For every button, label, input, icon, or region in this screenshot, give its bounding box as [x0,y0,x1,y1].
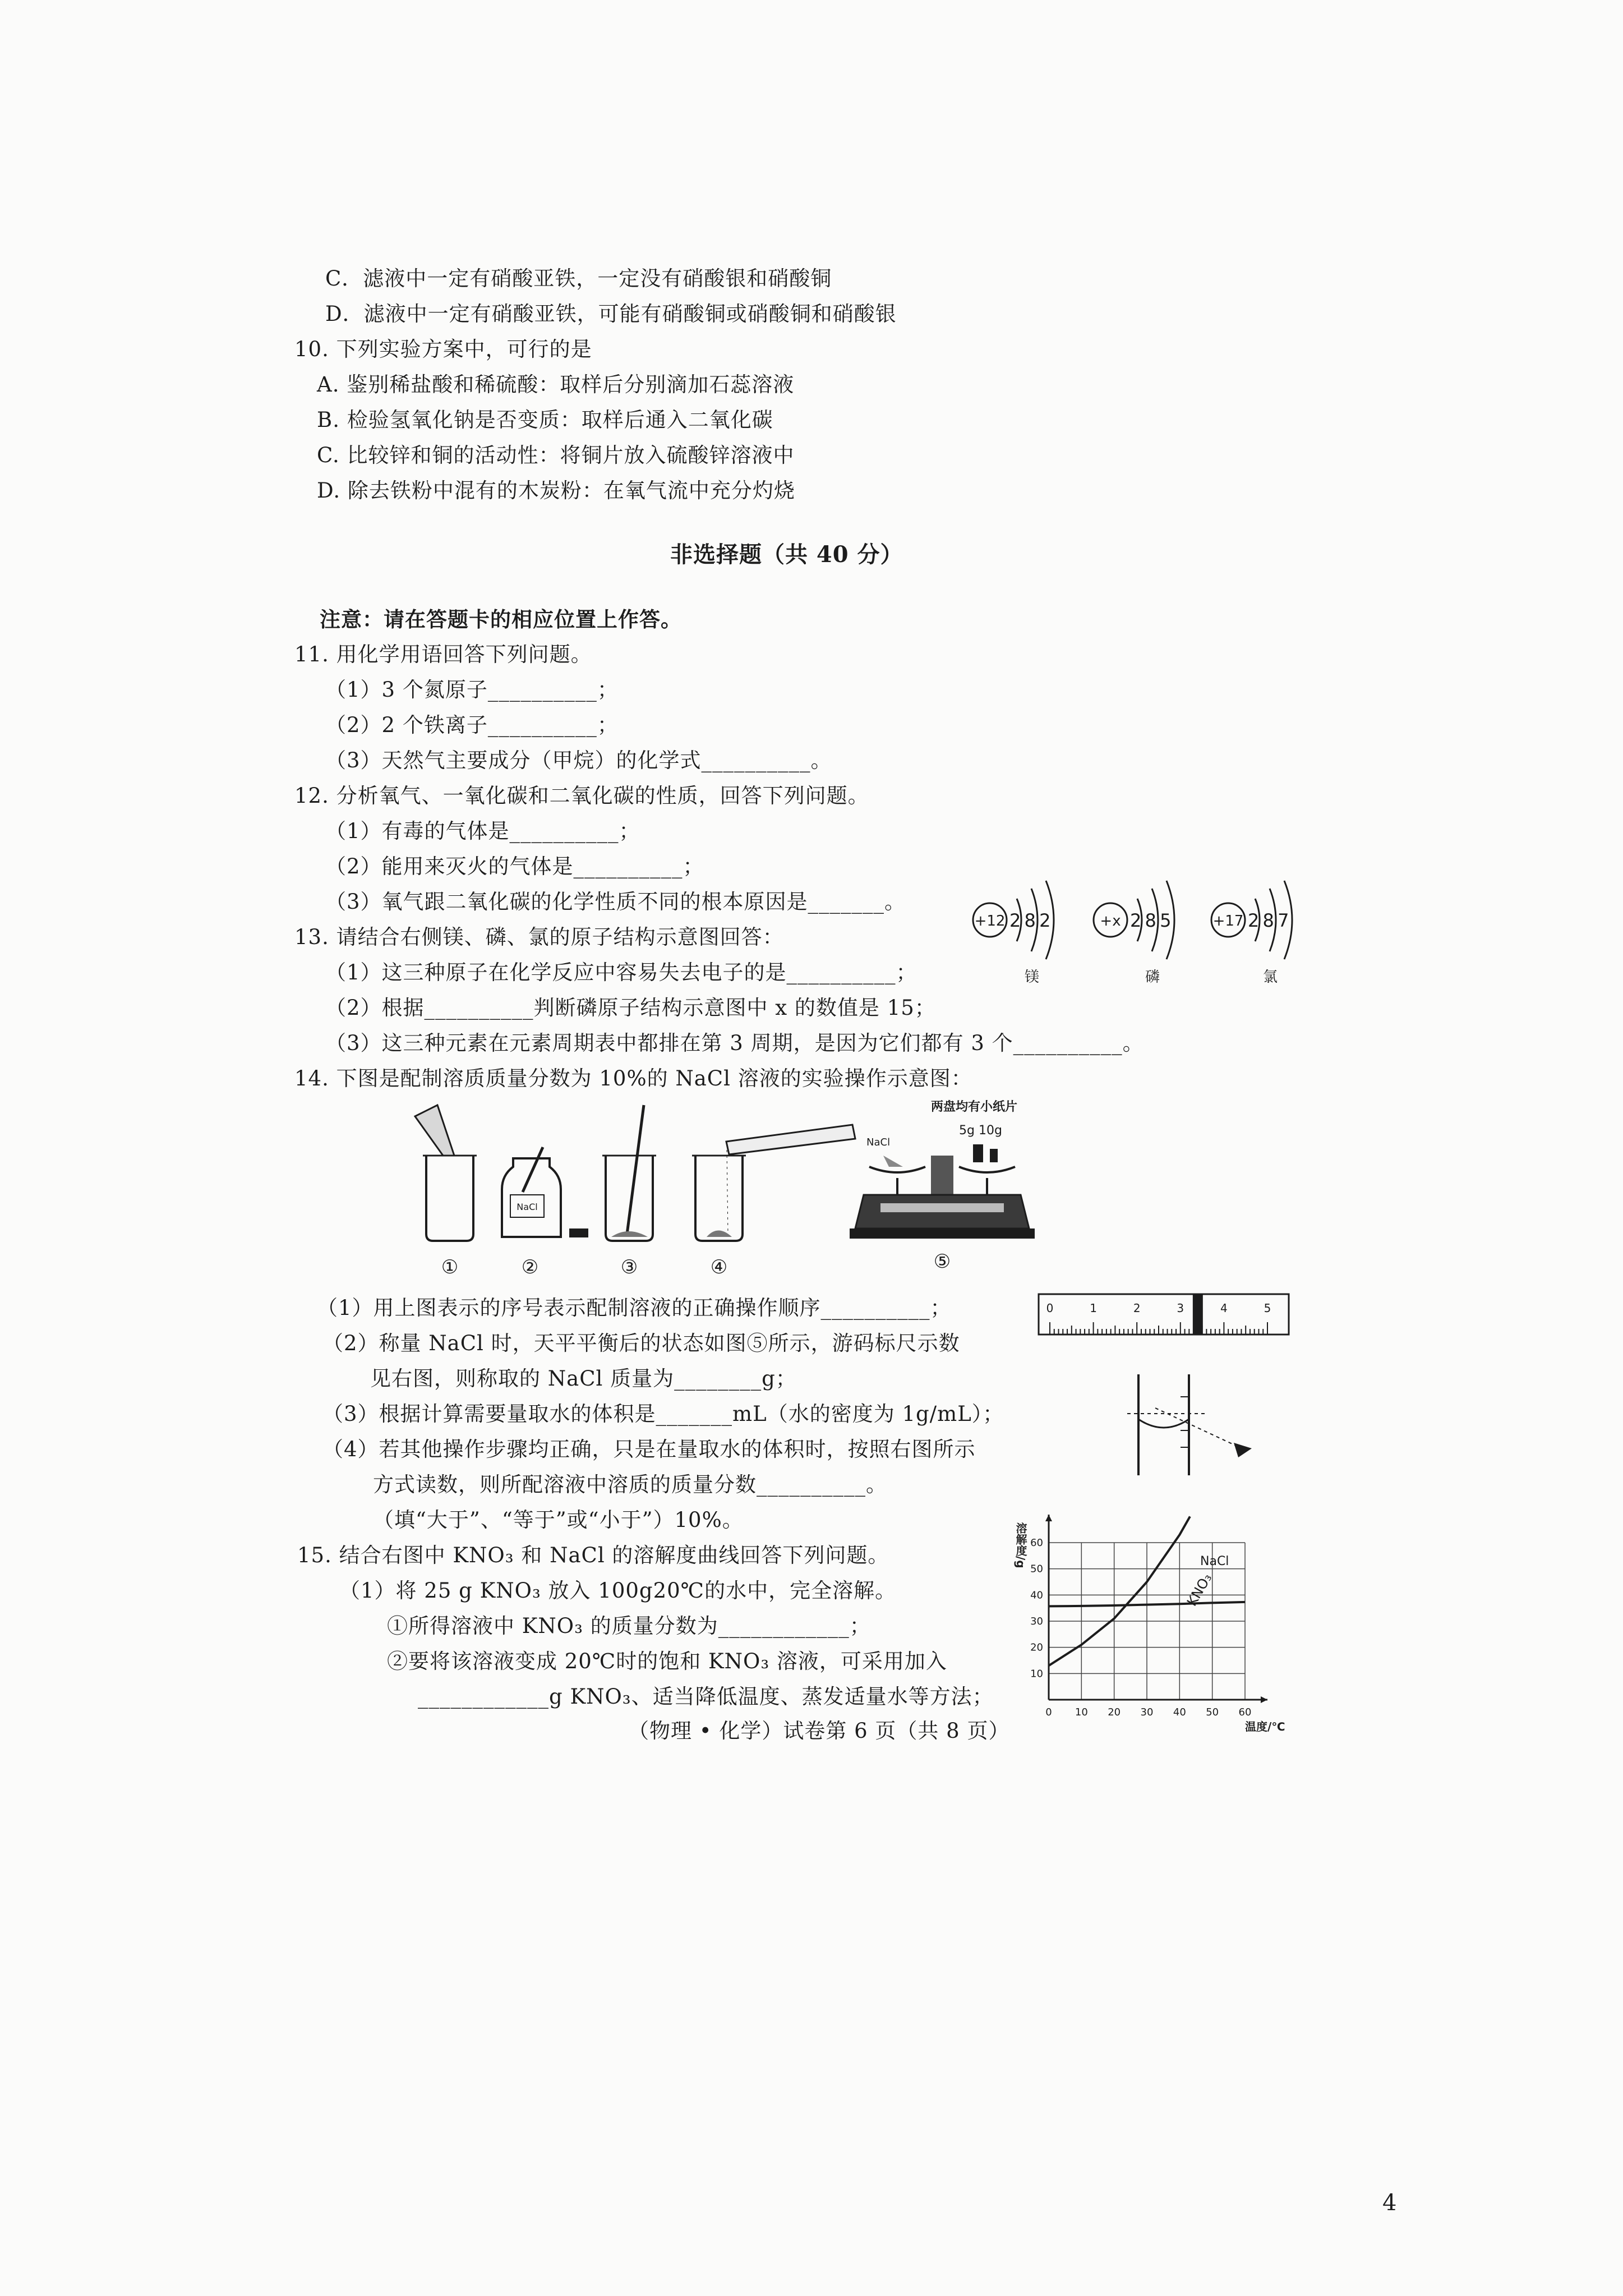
q10-option-c: C. 比较锌和铜的活动性：将铜片放入硫酸锌溶液中 [317,443,795,467]
q12-part-2: （2）能用来灭火的气体是__________； [325,854,704,878]
q15-part-1c: ____________g KNO₃、适当降低温度、蒸发适量水等方法； [418,1685,994,1709]
q12-stem: 12. 分析氧气、一氧化碳和二氧化碳的性质，回答下列问题。 [294,784,869,808]
chart-x-tick-label: 40 [1173,1706,1186,1718]
atom-p-nucleus: +x [1100,913,1121,930]
q14-part-1: （1）用上图表示的序号表示配制溶液的正确操作顺序__________； [317,1296,952,1320]
chart-xlabel: 温度/℃ [1245,1720,1285,1733]
q13-stem: 13. 请结合右侧镁、磷、氯的原子结构示意图回答： [294,925,784,949]
ruler-tick-label: 5 [1264,1301,1271,1315]
step-2-reagent-bottle [502,1147,588,1278]
chart-x-tick-label: 20 [1108,1706,1121,1718]
chart-y-tick-label: 20 [1030,1641,1043,1654]
q11-part-2: （2）2 个铁离子__________； [325,713,619,737]
ruler-rider [1193,1294,1203,1335]
q14-part-3: （3）根据计算需要量取水的体积是_______mL（水的密度为 1g/mL）； [322,1402,1004,1426]
chart-y-tick-label: 10 [1030,1668,1043,1680]
chart-x-tick-label: 10 [1075,1706,1088,1718]
ruler-tick-label: 2 [1133,1301,1141,1315]
q12-part-3: （3）氧气跟二氧化碳的化学性质不同的根本原因是_______。 [325,890,906,914]
chart-y-tick-label: 50 [1030,1563,1043,1575]
atom-p-shells: 2 8 5 [1130,910,1170,931]
q13-part-2: （2）根据__________判断磷原子结构示意图中 x 的数值是 15； [325,996,936,1020]
page-footer: （物理 • 化学）试卷第 6 页（共 8 页） [628,1719,1010,1743]
step-1-beaker-with-paper [415,1105,477,1278]
chart-x-arrow [1261,1696,1267,1703]
q11-part-1: （1）3 个氮原子__________； [325,678,619,702]
section-heading: 非选择题（共 40 分） [670,541,903,568]
chart-y-tick-label: 30 [1030,1616,1043,1627]
rider-ruler [1038,1293,1290,1338]
q14-part-4a: （4）若其他操作步骤均正确，只是在量取水的体积时，按照右图所示 [322,1437,976,1461]
atom-cl-nucleus: +17 [1212,913,1244,930]
q10-option-a: A. 鉴别稀盐酸和稀硫酸：取样后分别滴加石蕊溶液 [317,372,795,397]
note: 注意：请在答题卡的相应位置上作答。 [320,607,682,632]
q11-part-3: （3）天然气主要成分（甲烷）的化学式__________。 [325,748,832,772]
q15-part-1: （1）将 25 g KNO₃ 放入 100g20℃的水中，完全溶解。 [339,1579,897,1603]
atom-mg-name: 镁 [1024,969,1040,986]
step-3-stirring-beaker [602,1105,656,1278]
q14-part-2b: 见右图，则称取的 NaCl 质量为________g； [370,1366,797,1391]
atom-mg-nucleus: +12 [974,913,1006,930]
chart-y-tick-label: 40 [1030,1589,1043,1602]
kno3-label: KNO₃ [1183,1571,1215,1609]
atom-p [1094,881,1174,986]
page-number: 4 [1382,2190,1398,2216]
chart-x-tick-label: 60 [1238,1706,1252,1718]
label-3: ③ [620,1256,638,1278]
atom-structure-diagrams [965,858,1329,999]
solubility-chart [1014,1509,1312,1733]
atom-mg-shells: 2 8 2 [1009,910,1050,931]
chart-ylabel: 溶解度/g [1014,1522,1027,1568]
step-5-balance [850,1099,1035,1273]
kno3-curve [1049,1516,1190,1665]
q10-option-b: B. 检验氢氧化钠是否变质：取样后通入二氧化碳 [317,408,773,432]
q13-part-3: （3）这三种元素在元素周期表中都排在第 3 周期，是因为它们都有 3 个__________。 [325,1031,1144,1055]
label-4: ④ [710,1256,728,1278]
atom-cl [1211,881,1292,986]
q9-option-c: C．滤液中一定有硝酸亚铁，一定没有硝酸银和硝酸铜 [325,266,832,291]
chart-x-tick-label: 0 [1045,1706,1052,1718]
ruler-tick-label: 3 [1177,1301,1184,1315]
q14-part-4c: （填“大于”、“等于”或“小于”）10%。 [373,1508,744,1532]
q13-part-1: （1）这三种原子在化学反应中容易失去电子的是__________； [325,960,917,984]
q12-part-1: （1）有毒的气体是__________； [325,819,640,843]
atom-cl-name: 氯 [1262,969,1278,986]
balance-nacl: NaCl [866,1137,891,1148]
q11-stem: 11. 用化学用语回答下列问题。 [294,642,592,666]
balance-note: 两盘均有小纸片 [931,1100,1018,1114]
ruler-tick-label: 1 [1090,1301,1097,1315]
balance-weights: 5g 10g [959,1124,1002,1138]
chart-y-tick-label: 60 [1030,1537,1043,1549]
label-5: ⑤ [933,1250,951,1273]
q10-option-d: D. 除去铁粉中混有的木炭粉：在氧气流中充分灼烧 [317,478,795,503]
atom-mg [973,881,1054,986]
bottle-label: NaCl [517,1202,538,1212]
ruler-tick-label: 0 [1046,1301,1054,1315]
q10-stem: 10. 下列实验方案中，可行的是 [294,337,592,361]
atom-cl-shells: 2 8 7 [1248,910,1288,931]
chart-y-arrow [1045,1515,1052,1521]
label-1: ① [441,1256,459,1278]
q15-part-1a: ①所得溶液中 KNO₃ 的质量分数为____________； [387,1614,871,1638]
q15-part-1b: ②要将该溶液变成 20℃时的饱和 KNO₃ 溶液，可采用加入 [387,1649,947,1673]
label-2: ② [521,1256,539,1278]
step-4-pouring-water [692,1125,855,1278]
ruler-tick-label: 4 [1220,1301,1228,1315]
q14-part-4b: 方式读数，则所配溶液中溶质的质量分数__________。 [373,1473,887,1497]
lab-apparatus-illustration [404,1094,1032,1285]
q14-part-2a: （2）称量 NaCl 时，天平平衡后的状态如图⑤所示，游码标尺示数 [322,1331,960,1355]
q15-stem: 15. 结合右图中 KNO₃ 和 NaCl 的溶解度曲线回答下列问题。 [297,1543,889,1567]
cylinder-reading-diagram [1122,1374,1267,1481]
q14-stem: 14. 下图是配制溶质质量分数为 10%的 NaCl 溶液的实验操作示意图： [294,1066,972,1091]
atom-p-name: 磷 [1145,969,1160,986]
q9-option-d: D．滤液中一定有硝酸亚铁，可能有硝酸铜或硝酸铜和硝酸银 [325,302,897,326]
chart-x-tick-label: 30 [1140,1706,1154,1718]
nacl-label: NaCl [1200,1554,1229,1568]
chart-x-tick-label: 50 [1206,1706,1219,1718]
